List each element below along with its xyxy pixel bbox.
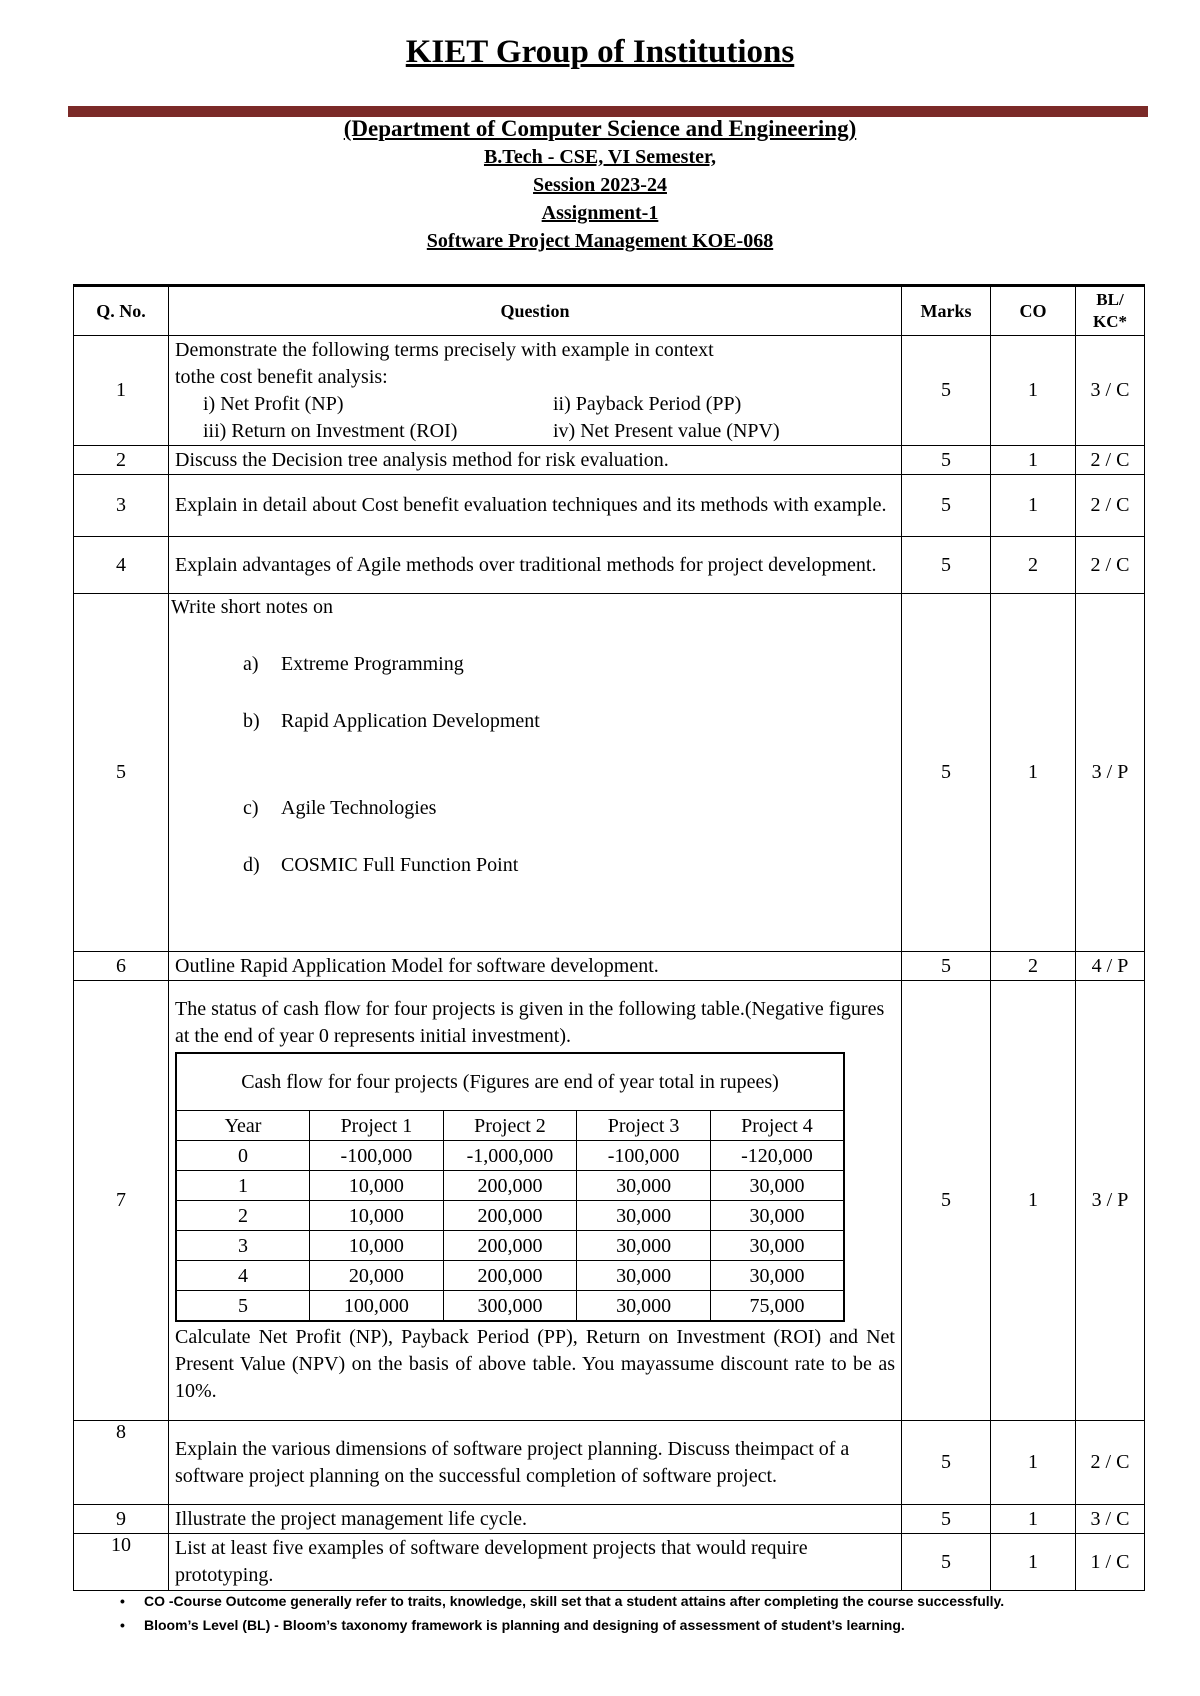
note-item-letter: b)	[243, 710, 260, 732]
cash-cell: 30,000	[710, 1201, 844, 1231]
cash-column-header: Project 2	[443, 1111, 577, 1141]
term: iv) Net Present value (NPV)	[553, 419, 780, 442]
co-value: 1	[991, 594, 1076, 952]
question-number: 10	[74, 1534, 169, 1591]
cash-cell: 10,000	[310, 1201, 444, 1231]
cash-cell: 1	[176, 1171, 310, 1201]
question-row	[74, 1534, 1145, 1591]
note-item	[171, 708, 895, 735]
note-item	[171, 651, 895, 678]
cash-cell: 30,000	[710, 1171, 844, 1201]
cash-cell: -120,000	[710, 1141, 844, 1171]
question-row	[74, 336, 1145, 446]
question-row	[74, 594, 1145, 952]
question-intro: The status of cash flow for four projects is given in the following table.(Negative figures at the end of year 0 represents initial investment).	[175, 998, 885, 1047]
marks-value: 5	[902, 594, 991, 952]
bl-value: 2 / C	[1076, 1421, 1145, 1505]
bl-header-line1: BL/	[1096, 290, 1124, 309]
marks-value: 5	[902, 537, 991, 594]
question-text: Discuss the Decision tree analysis method for risk evaluation.	[169, 446, 902, 475]
bl-value: 3 / C	[1076, 336, 1145, 446]
bl-value: 3 / C	[1076, 1505, 1145, 1534]
term-pair	[175, 391, 895, 418]
bl-value: 2 / C	[1076, 446, 1145, 475]
cash-cell: -100,000	[310, 1141, 444, 1171]
cash-cell: 30,000	[577, 1261, 711, 1291]
term: iii) Return on Investment (ROI)	[203, 419, 458, 442]
note-item	[171, 852, 895, 879]
question-text	[169, 594, 902, 952]
bl-value: 3 / P	[1076, 981, 1145, 1421]
assignment-heading: Assignment-1	[541, 202, 659, 224]
cash-cell: 20,000	[310, 1261, 444, 1291]
co-value: 2	[991, 952, 1076, 981]
cash-cell: 2	[176, 1201, 310, 1231]
marks-value: 5	[902, 981, 991, 1421]
co-value: 1	[991, 1505, 1076, 1534]
cash-cell: 200,000	[443, 1201, 577, 1231]
bl-value: 3 / P	[1076, 594, 1145, 952]
term-pair	[175, 418, 895, 445]
question-number: 7	[74, 981, 169, 1421]
co-value: 1	[991, 475, 1076, 537]
question-row	[74, 981, 1145, 1421]
co-value: 1	[991, 336, 1076, 446]
question-number: 9	[74, 1505, 169, 1534]
cash-header-row	[176, 1111, 844, 1141]
cash-caption-row	[176, 1053, 844, 1111]
question-number: 8	[74, 1421, 169, 1505]
footnote-bl: • Bloom’s Level (BL) - Bloom’s taxonomy framework is planning and designing of assessment of student’s learning.	[120, 1613, 1004, 1637]
cash-column-header: Project 3	[577, 1111, 711, 1141]
course-heading: Software Project Management KOE-068	[426, 230, 774, 252]
program-heading: B.Tech - CSE, VI Semester,	[483, 146, 717, 168]
cash-row	[176, 1291, 844, 1322]
cash-cell: 300,000	[443, 1291, 577, 1322]
marks-value: 5	[902, 952, 991, 981]
cash-cell: 200,000	[443, 1231, 577, 1261]
footnotes	[120, 1589, 1004, 1637]
question-row	[74, 1505, 1145, 1534]
note-item-letter: a)	[243, 653, 259, 675]
cash-row	[176, 1171, 844, 1201]
bl-header	[1076, 286, 1145, 336]
question-number: 1	[74, 336, 169, 446]
bl-value: 2 / C	[1076, 537, 1145, 594]
cash-cell: 100,000	[310, 1291, 444, 1322]
cash-cell: 5	[176, 1291, 310, 1322]
cash-column-header: Project 4	[710, 1111, 844, 1141]
cash-flow-table	[175, 1052, 845, 1322]
note-item-letter: d)	[243, 854, 260, 876]
note-item-letter: c)	[243, 797, 259, 819]
cash-cell: -100,000	[577, 1141, 711, 1171]
cash-caption: Cash flow for four projects (Figures are end of year total in rupees)	[176, 1053, 844, 1111]
marks-value: 5	[902, 446, 991, 475]
question-text: Explain the various dimensions of software project planning. Discuss theimpact of a software project planning on the successful completion of software project.	[169, 1421, 902, 1505]
question-text: Explain advantages of Agile methods over traditional methods for project development.	[169, 537, 902, 594]
bl-value: 1 / C	[1076, 1534, 1145, 1591]
cash-cell: 30,000	[577, 1171, 711, 1201]
co-value: 1	[991, 1534, 1076, 1591]
co-header: CO	[991, 286, 1076, 336]
cash-row	[176, 1141, 844, 1171]
note-item-text: Extreme Programming	[281, 653, 464, 675]
marks-value: 5	[902, 1534, 991, 1591]
qno-header: Q. No.	[74, 286, 169, 336]
department-heading: (Department of Computer Science and Engineering)	[343, 116, 857, 141]
question-text	[169, 981, 902, 1421]
question-outro: Calculate Net Profit (NP), Payback Period (PP), Return on Investment (ROI) and Net Present Value (NPV) on the basis of above table. You mayassume discount rate to be as 10%.	[175, 1326, 895, 1402]
cash-cell: 30,000	[577, 1291, 711, 1322]
cash-cell: 75,000	[710, 1291, 844, 1322]
cash-cell: 0	[176, 1141, 310, 1171]
bl-header-line2: KC*	[1093, 312, 1127, 331]
question-header: Question	[169, 286, 902, 336]
footnote-co: • CO -Course Outcome generally refer to traits, knowledge, skill set that a student attains after completing the course successfully.	[120, 1589, 1004, 1613]
question-row	[74, 952, 1145, 981]
institution-title: KIET Group of Institutions	[405, 34, 795, 70]
table-header-row	[74, 286, 1145, 336]
marks-value: 5	[902, 336, 991, 446]
question-text: Explain in detail about Cost benefit evaluation techniques and its methods with example.	[169, 475, 902, 537]
question-row	[74, 537, 1145, 594]
note-item-text: Agile Technologies	[281, 797, 437, 819]
cash-row	[176, 1231, 844, 1261]
bl-value: 4 / P	[1076, 952, 1145, 981]
question-row	[74, 446, 1145, 475]
co-value: 1	[991, 1421, 1076, 1505]
cash-cell: 200,000	[443, 1261, 577, 1291]
cash-cell: 30,000	[577, 1201, 711, 1231]
question-line: tothe cost benefit analysis:	[175, 365, 388, 388]
cash-column-header: Year	[176, 1111, 310, 1141]
questions-table	[73, 284, 1145, 1591]
question-text: List at least five examples of software development projects that would require prototyping.	[169, 1534, 902, 1591]
co-value: 1	[991, 446, 1076, 475]
question-number: 6	[74, 952, 169, 981]
question-line: Demonstrate the following terms precisely with example in context	[175, 338, 714, 361]
co-value: 1	[991, 981, 1076, 1421]
note-item	[171, 795, 895, 822]
marks-value: 5	[902, 1505, 991, 1534]
note-item-text: COSMIC Full Function Point	[281, 854, 519, 876]
question-number: 2	[74, 446, 169, 475]
cash-cell: 3	[176, 1231, 310, 1261]
question-text	[169, 336, 902, 446]
question-row	[74, 475, 1145, 537]
term: i) Net Profit (NP)	[203, 392, 344, 415]
marks-value: 5	[902, 475, 991, 537]
cash-cell: 4	[176, 1261, 310, 1291]
term: ii) Payback Period (PP)	[553, 392, 742, 415]
note-item-text: Rapid Application Development	[281, 710, 540, 732]
question-row	[74, 1421, 1145, 1505]
cash-column-header: Project 1	[310, 1111, 444, 1141]
cash-cell: 10,000	[310, 1231, 444, 1261]
marks-header: Marks	[902, 286, 991, 336]
cash-cell: 30,000	[710, 1231, 844, 1261]
question-number: 5	[74, 594, 169, 952]
cash-cell: 10,000	[310, 1171, 444, 1201]
session-heading: Session 2023-24	[533, 174, 667, 196]
question-number: 4	[74, 537, 169, 594]
bl-value: 2 / C	[1076, 475, 1145, 537]
marks-value: 5	[902, 1421, 991, 1505]
cash-cell: 200,000	[443, 1171, 577, 1201]
cash-cell: -1,000,000	[443, 1141, 577, 1171]
question-text: Illustrate the project management life cycle.	[169, 1505, 902, 1534]
co-value: 2	[991, 537, 1076, 594]
cash-cell: 30,000	[577, 1231, 711, 1261]
cash-row	[176, 1201, 844, 1231]
question-intro: Write short notes on	[171, 596, 333, 618]
cash-cell: 30,000	[710, 1261, 844, 1291]
question-number: 3	[74, 475, 169, 537]
cash-row	[176, 1261, 844, 1291]
question-text: Outline Rapid Application Model for software development.	[169, 952, 902, 981]
